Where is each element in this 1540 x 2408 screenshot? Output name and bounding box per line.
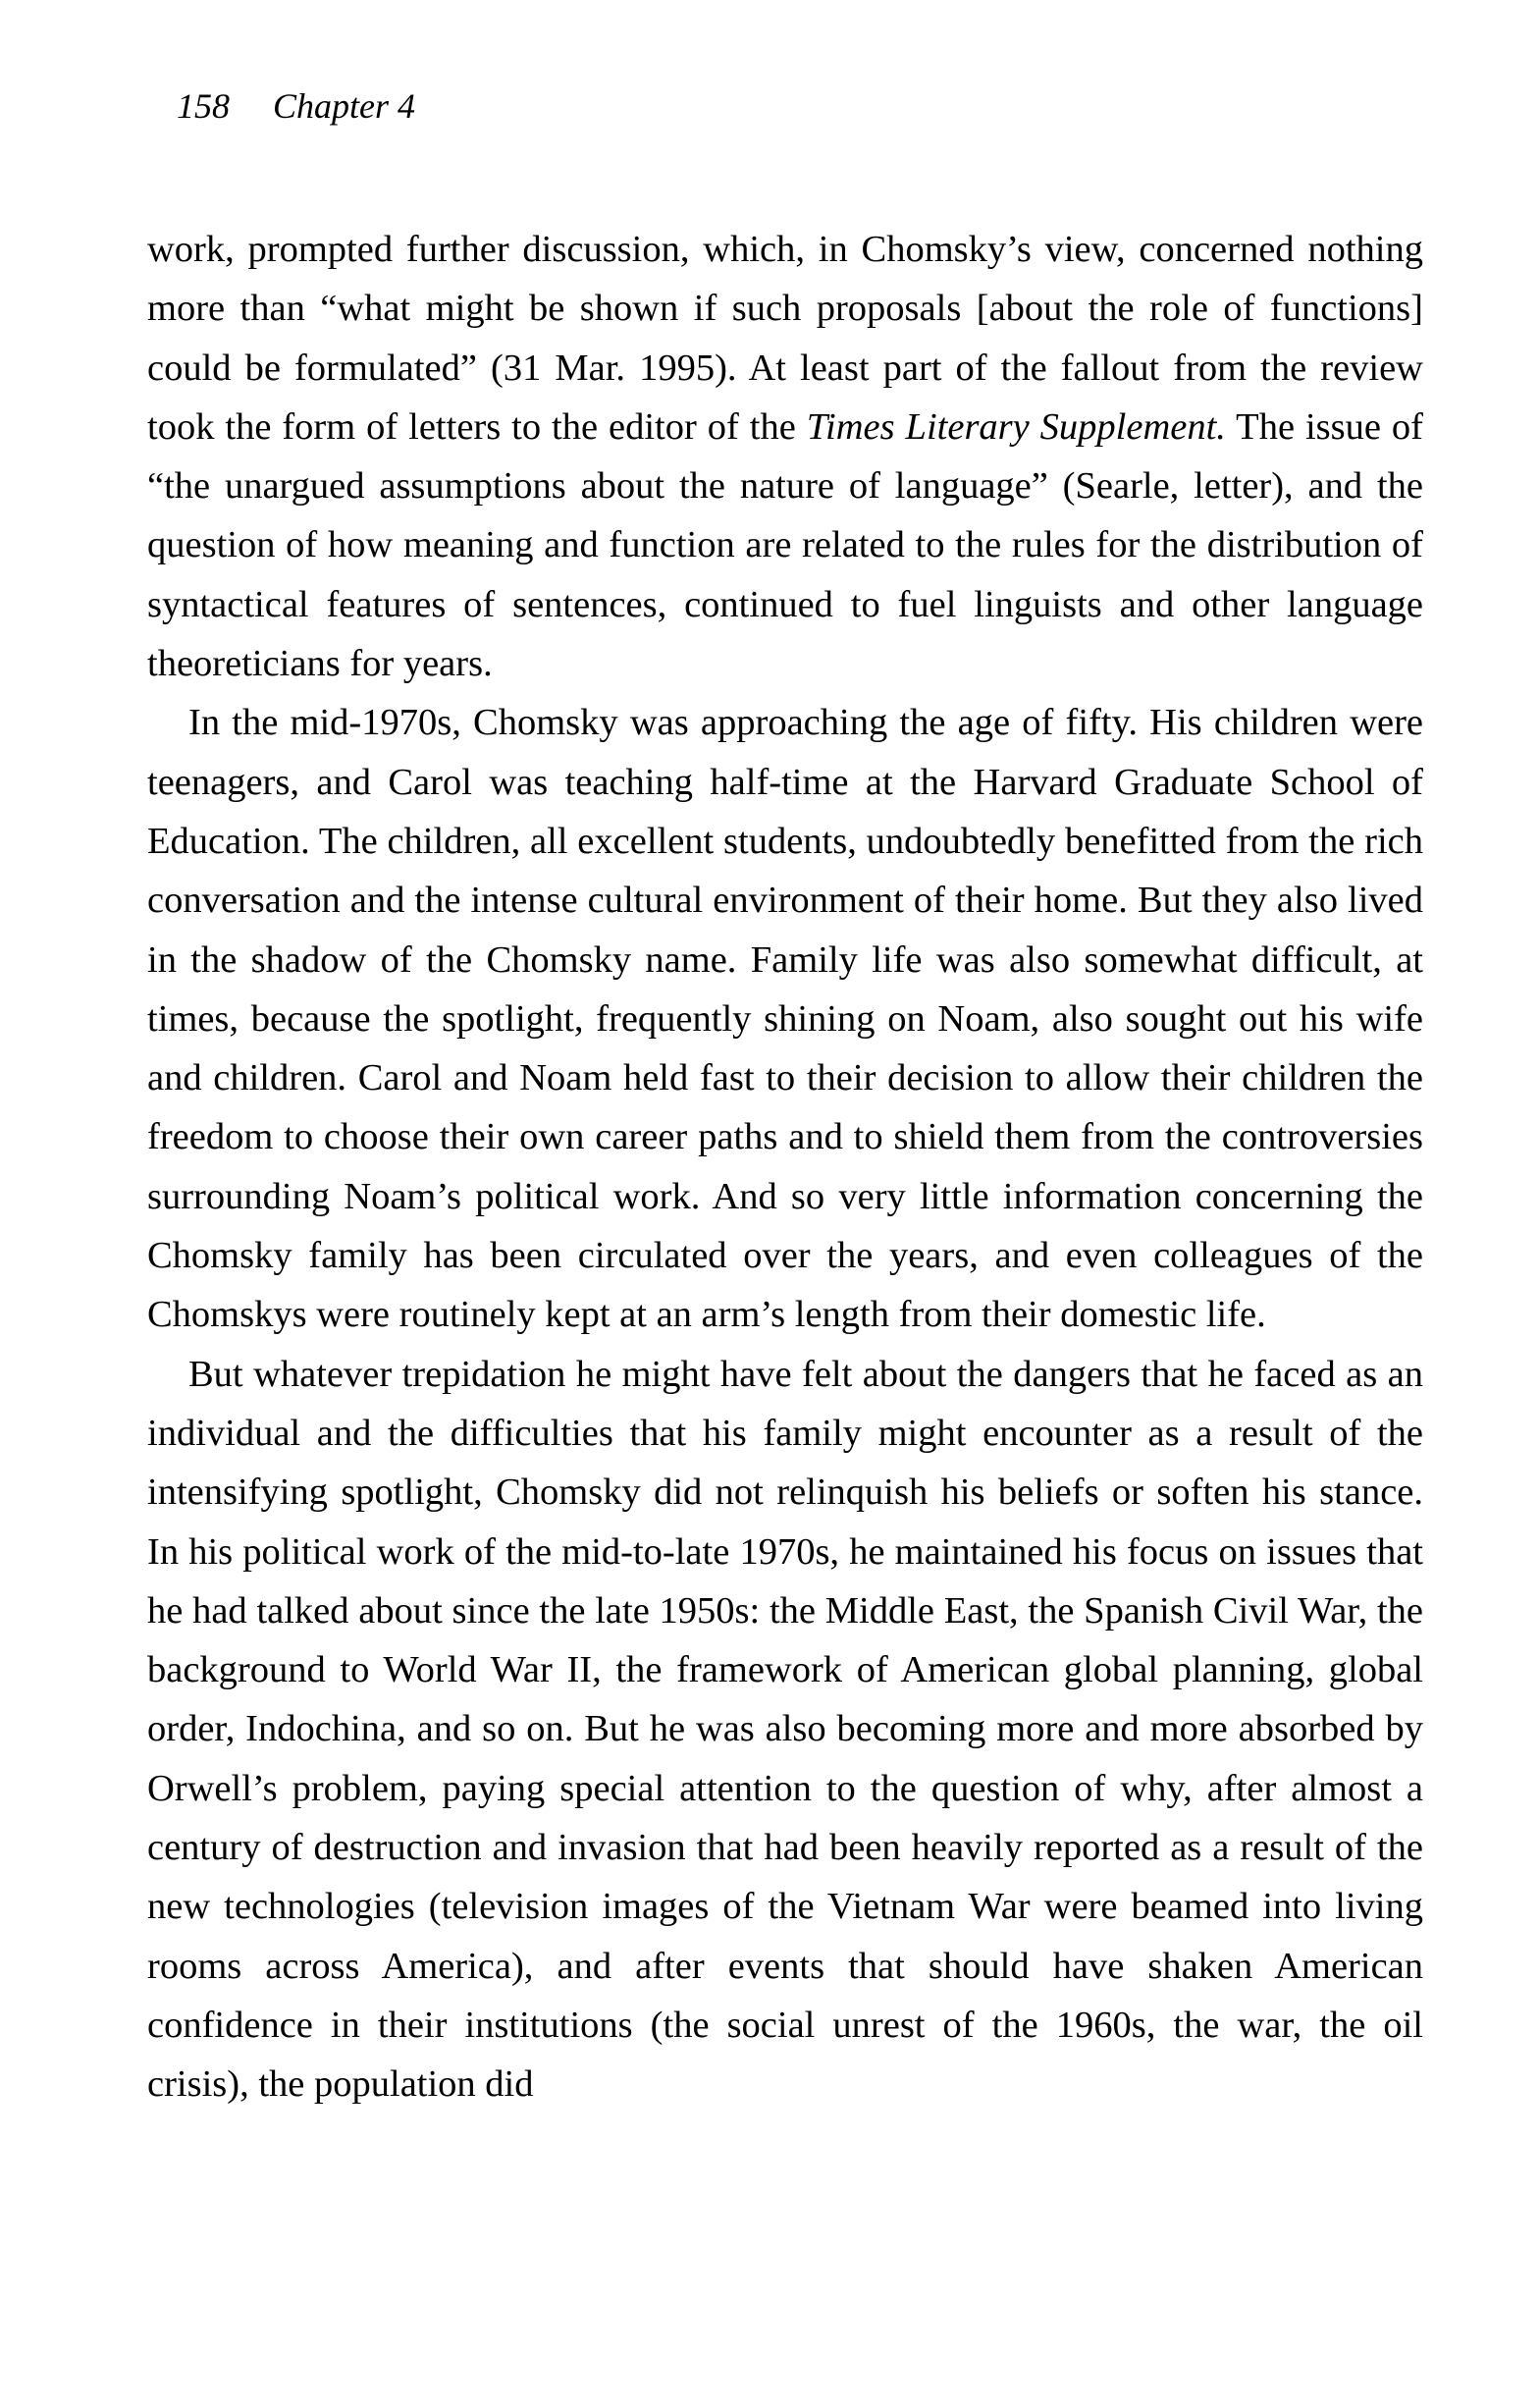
chapter-title: Chapter 4 (273, 86, 416, 126)
journal-title: Times Literary Supplement. (806, 405, 1226, 448)
paragraph-3: But whatever trepidation he might have felt about the dangers that he faced as an individual and the difficulties that his family might encounter as a result of the intensifying spotlight, Chomsky did not relinquish his beliefs or soften his stance. In his political work of the mid-to-late 1970s, he maintained his focus on issues that he had talked about since the late 1950s: the Middle East, the Spanish Civil War, the background to World War II, the framework of American global planning, global order, Indochina, and so on. But he was also becoming more and more absorbed by Orwell’s problem, paying special attention to the question of why, after almost a century of destruction and invasion that had been heavily reported as a result of the new technologies (television images of the Vietnam War were beamed into living rooms across America), and after events that should have shaken American confidence in their institutions (the social unrest of the 1960s, the war, the oil crisis), the population did (147, 1353, 1423, 2106)
paragraph-1 (147, 220, 1423, 693)
paragraph-1-text-b: The issue of “the unargued assumptions about the nature of language” (Searle, letter), and the question of how meaning and function are related to the rules for the distribution of syntactical features of sentences, continued to fuel linguists and other language theoreticians for years. (147, 405, 1423, 685)
running-head (177, 86, 415, 126)
page-number: 158 (177, 86, 230, 126)
body-text (147, 220, 1423, 2114)
paragraph-1-text-a: work, prompted further discussion, which, in Chomsky’s view, concerned nothing more than “what might be shown if such proposals [about the role of functions] could be formulated” (31 Mar. 1995). At least part of the fallout from the review took the form of letters to the editor of the (147, 229, 1423, 448)
paragraph-2: In the mid-1970s, Chomsky was approaching the age of fifty. His children were teenagers, and Carol was teaching half-time at the Harvard Graduate School of Education. The children, all excellent students, undoubtedly benefitted from the rich conversation and the intense cultural environment of their home. But they also lived in the shadow of the Chomsky name. Family life was also somewhat difficult, at times, because the spotlight, frequently shining on Noam, also sought out his wife and children. Carol and Noam held fast to their decision to allow their children the freedom to choose their own career paths and to shield them from the controversies surrounding Noam’s political work. And so very little information concerning the Chomsky family has been circulated over the years, and even colleagues of the Chomskys were routinely kept at an arm’s length from their domestic life. (147, 702, 1423, 1336)
